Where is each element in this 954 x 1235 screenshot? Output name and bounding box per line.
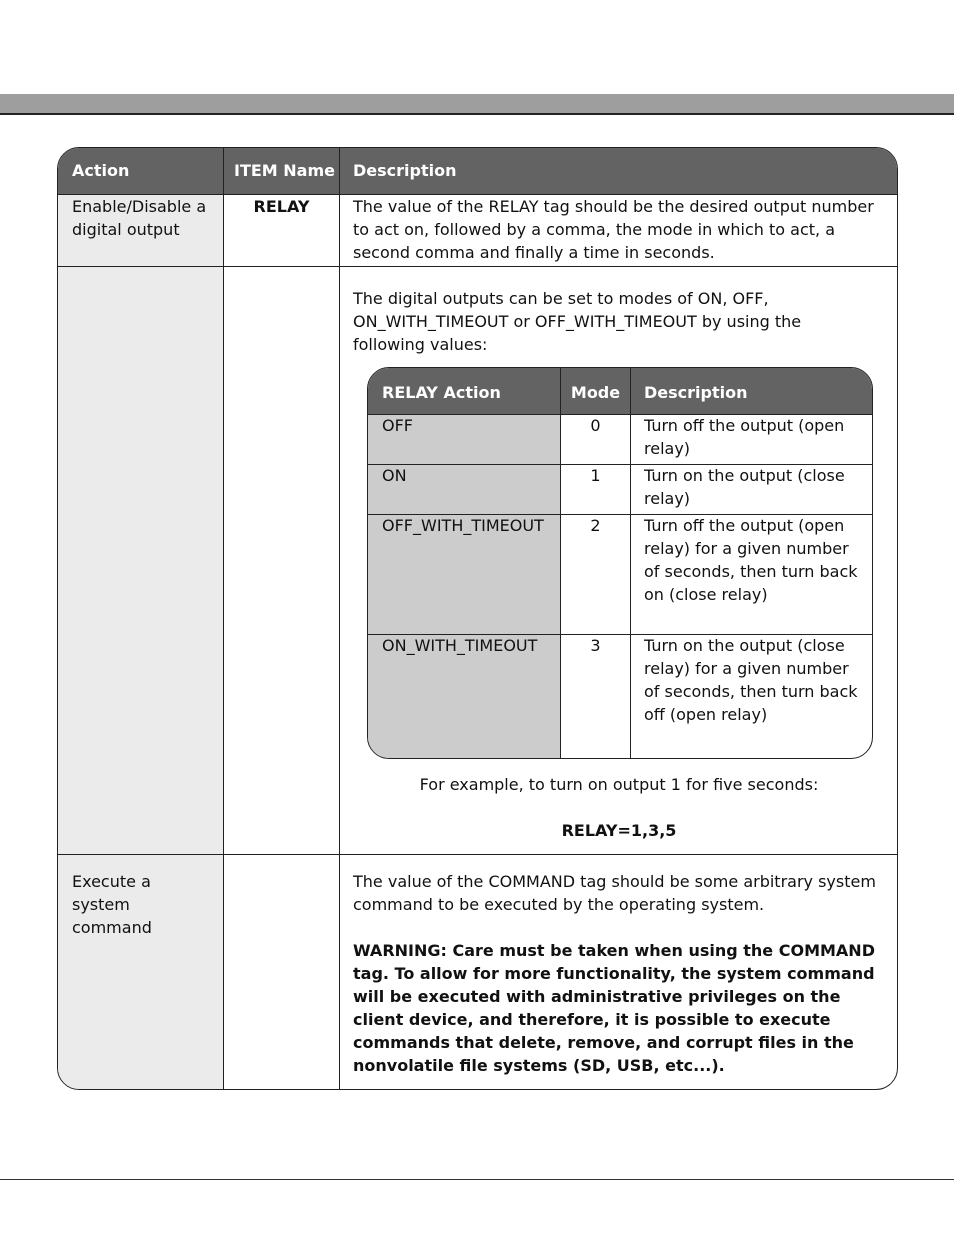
relay-header-action: RELAY Action <box>382 383 501 402</box>
relay-row-description: Turn on the output (close relay) for a given number of seconds, then turn back off (open relay) <box>644 636 858 724</box>
row-divider <box>58 854 897 855</box>
relay-example-text: For example, to turn on output 1 for five seconds: <box>419 775 819 794</box>
column-divider <box>339 148 340 1089</box>
relay-row-description: Turn off the output (open relay) for a given number of seconds, then turn back on (close relay) <box>644 516 858 604</box>
tags-table <box>57 147 898 1090</box>
table-header <box>58 148 897 194</box>
action-column-shading <box>58 194 223 1089</box>
relay-row-mode: 0 <box>590 416 601 435</box>
relay-row-description: Turn off the output (open relay) <box>644 416 845 458</box>
relay-example-code: RELAY=1,3,5 <box>561 821 677 840</box>
command-warning: WARNING: Care must be taken when using the COMMAND tag. To allow for more functionality, the system command will be executed with administrative privileges on the client device, and therefore, it is possible to execute commands that delete, remove, and corrupt files in the nonvolatile file systems (SD, USB, etc...). <box>353 941 875 1075</box>
relay-row-mode: 3 <box>590 636 601 655</box>
relay-modes-table <box>367 367 873 759</box>
relay-header-mode: Mode <box>570 383 621 402</box>
header-description: Description <box>353 161 457 180</box>
row-command-description: The value of the COMMAND tag should be some arbitrary system command to be executed by the operating system. <box>353 872 876 914</box>
column-divider <box>223 148 224 1089</box>
relay-row-mode: 1 <box>590 466 601 485</box>
relay-row-mode: 2 <box>590 516 601 535</box>
relay-modes-intro: The digital outputs can be set to modes of ON, OFF, ON_WITH_TIMEOUT or OFF_WITH_TIMEOUT by using the following values: <box>353 289 802 354</box>
row-relay-description: The value of the RELAY tag should be the desired output number to act on, followed by a comma, the mode in which to act, a second comma and finally a time in seconds. <box>353 197 874 262</box>
header-item-name: ITEM Name <box>234 161 335 180</box>
relay-row-action: OFF_WITH_TIMEOUT <box>382 516 544 535</box>
row-relay-item-name: RELAY <box>253 197 310 216</box>
relay-row-action: ON <box>382 466 407 485</box>
row-relay-action: Enable/Disable a digital output <box>72 197 207 239</box>
relay-row-action: OFF <box>382 416 413 435</box>
relay-row-action: ON_WITH_TIMEOUT <box>382 636 538 655</box>
header-action: Action <box>72 161 130 180</box>
relay-header-description: Description <box>644 383 748 402</box>
page-footer-rule <box>0 1179 954 1180</box>
relay-row-description: Turn on the output (close relay) <box>644 466 845 508</box>
column-divider <box>630 368 631 758</box>
row-command-action: Execute a system command <box>72 872 152 937</box>
page-header-band <box>0 94 954 115</box>
row-divider <box>58 266 897 267</box>
